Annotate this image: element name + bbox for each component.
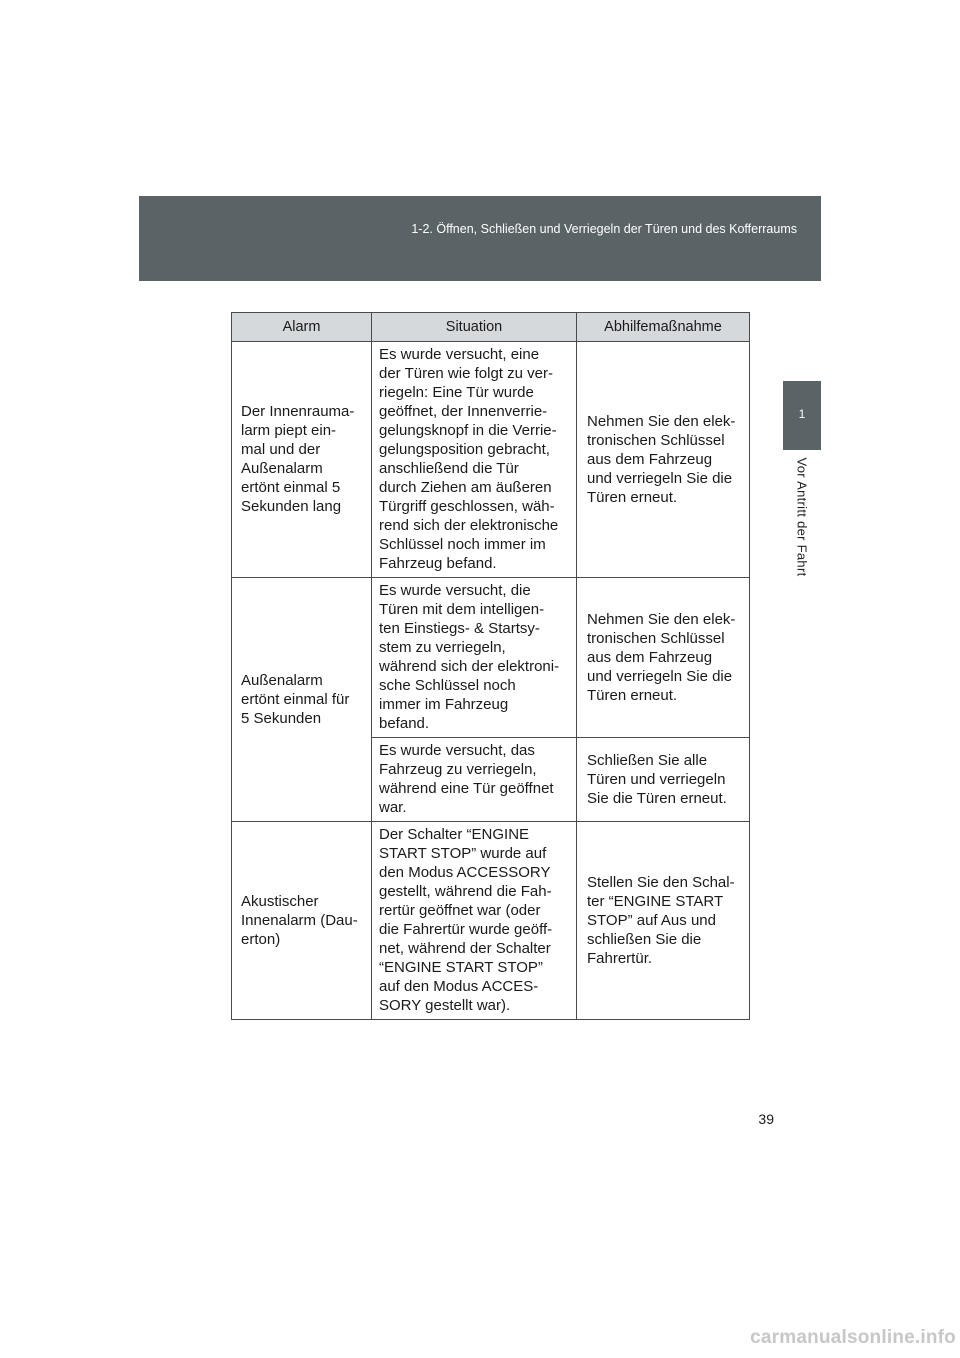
section-title: 1-2. Öffnen, Schließen und Verriegeln der Türen und des Kofferraums <box>411 222 797 236</box>
alarm-cell: Außenalarm ertönt einmal für 5 Sekunden <box>232 578 372 822</box>
situation-cell: Der Schalter “ENGINE START STOP” wurde auf den Modus ACCESSORY gestellt, während die Fah- rertür geöffnet war (oder die Fahrertür wurde geöff- net, während der Schalter “ENGINE START STOP” auf den Modus ACCES- SORY gestellt war). <box>372 822 577 1020</box>
remedy-cell: Nehmen Sie den elek- tronischen Schlüssel aus dem Fahrzeug und verriegeln Sie die Türen erneut. <box>577 342 750 578</box>
chapter-header-bar <box>139 196 821 281</box>
alarm-cell: Der Innenrauma- larm piept ein- mal und der Außenalarm ertönt einmal 5 Sekunden lang <box>232 342 372 578</box>
page-number: 39 <box>758 1111 774 1127</box>
chapter-number: 1 <box>798 407 806 421</box>
chapter-tab[interactable] <box>783 381 821 450</box>
remedy-cell: Schließen Sie alle Türen und verriegeln Sie die Türen erneut. <box>577 738 750 822</box>
remedy-cell: Stellen Sie den Schal- ter “ENGINE START STOP” auf Aus und schließen Sie die Fahrertür. <box>577 822 750 1020</box>
situation-cell: Es wurde versucht, das Fahrzeug zu verriegeln, während eine Tür geöffnet war. <box>372 738 577 822</box>
column-header-alarm: Alarm <box>232 313 372 342</box>
table-row <box>232 578 750 738</box>
situation-cell: Es wurde versucht, eine der Türen wie folgt zu ver- riegeln: Eine Tür wurde geöffnet, der Innenverrie- gelungsknopf in die Verrie- gelungsposition gebracht, anschließend die Tür durch Ziehen am äußeren Türgriff geschlossen, wäh- rend sich der elektronische Schlüssel noch immer im Fahrzeug befand. <box>372 342 577 578</box>
table-row <box>232 822 750 1020</box>
alarm-table <box>231 312 750 1020</box>
situation-cell: Es wurde versucht, die Türen mit dem intelligen- ten Einstiegs- & Startsy- stem zu verriegeln, während sich der elektroni- sche Schlüssel noch immer im Fahrzeug befand. <box>372 578 577 738</box>
column-header-situation: Situation <box>372 313 577 342</box>
column-header-remedy: Abhilfemaßnahme <box>577 313 750 342</box>
alarm-cell: Akustischer Innenalarm (Dau- erton) <box>232 822 372 1020</box>
remedy-cell: Nehmen Sie den elek- tronischen Schlüssel aus dem Fahrzeug und verriegeln Sie die Türen erneut. <box>577 578 750 738</box>
table-row <box>232 342 750 578</box>
table-header-row <box>232 313 750 342</box>
watermark: carmanualsonline.info <box>750 1327 956 1348</box>
chapter-label: Vor Antritt der Fahrt <box>794 457 810 577</box>
